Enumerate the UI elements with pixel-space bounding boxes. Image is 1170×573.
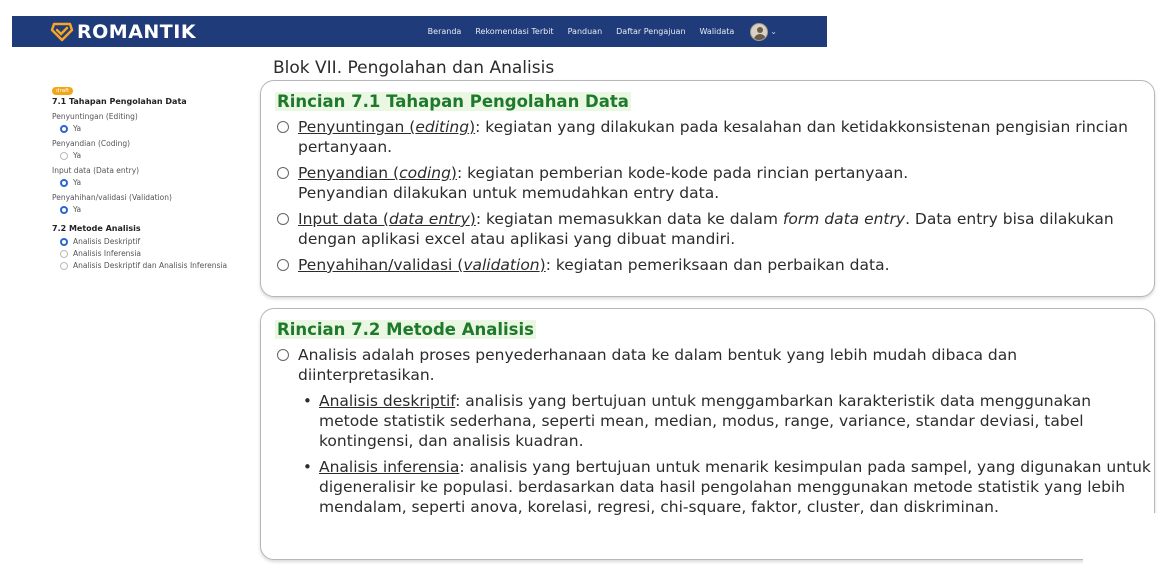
radio-analisis-deskriptif[interactable] bbox=[60, 237, 262, 246]
radio-analisis-keduanya[interactable] bbox=[60, 261, 262, 270]
avatar bbox=[750, 23, 768, 41]
item-text: Analisis deskriptif: analisis yang bertujuan untuk menggambarkan karakteristik data menggunakan metode statistik sederhana, seperti mean, median, modus, range, variance, standar deviasi, tabel kontingensi, dan analisis kuadran. bbox=[319, 392, 1092, 450]
top-navbar bbox=[12, 16, 827, 47]
field-label-data-entry: Input data (Data entry) bbox=[52, 166, 140, 175]
circle-bullet-icon bbox=[277, 259, 289, 271]
list-item bbox=[277, 117, 1154, 157]
item-text: Penyandian (coding): kegiatan pemberian kode-kode pada rincian pertanyaan. Penyandian dilakukan untuk memudahkan entry data. bbox=[298, 164, 909, 202]
radio-selected-icon bbox=[60, 238, 68, 246]
bullet-icon: • bbox=[303, 458, 312, 476]
list-item bbox=[277, 345, 1154, 385]
nav-link-walidata[interactable]: Walidata bbox=[699, 27, 735, 36]
field-label-coding: Penyandian (Coding) bbox=[52, 139, 131, 148]
chevron-down-icon: ⌄ bbox=[770, 27, 777, 36]
radio-label: Analisis Inferensia bbox=[73, 249, 142, 258]
radio-label: Analisis Deskriptif bbox=[73, 237, 141, 246]
card-title: Rincian 7.2 Metode Analisis bbox=[277, 320, 534, 339]
nav-link-beranda[interactable]: Beranda bbox=[427, 27, 462, 36]
nav-link-panduan[interactable]: Panduan bbox=[567, 27, 603, 36]
list-item bbox=[277, 209, 1154, 249]
nav-link-daftar-pengajuan[interactable]: Daftar Pengajuan bbox=[616, 27, 686, 36]
radio-selected-icon bbox=[60, 206, 68, 214]
user-menu[interactable] bbox=[750, 23, 777, 41]
circle-bullet-icon bbox=[277, 167, 289, 179]
radio-label: Ya bbox=[73, 205, 82, 214]
status-badge: draft bbox=[52, 87, 73, 95]
field-label-editing: Penyuntingan (Editing) bbox=[52, 112, 138, 121]
form-sidebar bbox=[52, 85, 262, 270]
radio-analisis-inferensia[interactable] bbox=[60, 249, 262, 258]
radio-validation-ya[interactable] bbox=[60, 205, 262, 214]
info-card-metode bbox=[260, 308, 1155, 560]
card-title: Rincian 7.1 Tahapan Pengolahan Data bbox=[277, 92, 629, 111]
item-text: Penyahihan/validasi (validation): kegiatan pemeriksaan dan perbaikan data. bbox=[298, 256, 890, 274]
section-title-tahapan: 7.1 Tahapan Pengolahan Data bbox=[52, 97, 187, 106]
radio-label: Analisis Deskriptif dan Analisis Inferensia bbox=[73, 261, 228, 270]
nav-link-rekomendasi-terbit[interactable]: Rekomendasi Terbit bbox=[475, 27, 554, 36]
list-item bbox=[277, 255, 1154, 275]
sub-list-item bbox=[303, 457, 1154, 517]
brand-name: ROMANTIK bbox=[77, 20, 197, 43]
radio-selected-icon bbox=[60, 179, 68, 187]
radio-editing-ya[interactable] bbox=[60, 124, 262, 133]
section-title-metode: 7.2 Metode Analisis bbox=[52, 224, 141, 233]
radio-empty-icon bbox=[60, 262, 68, 270]
radio-empty-icon bbox=[60, 152, 68, 160]
field-label-validation: Penyahihan/validasi (Validation) bbox=[52, 193, 172, 202]
brand[interactable] bbox=[50, 21, 196, 43]
item-text: Input data (data entry): kegiatan memasukkan data ke dalam form data entry. Data entry bisa dilakukan dengan aplikasi excel atau aplikasi yang dibuat mandiri. bbox=[298, 210, 1114, 248]
item-list bbox=[277, 345, 1154, 385]
radio-coding-ya[interactable] bbox=[60, 151, 262, 160]
page-title: Blok VII. Pengolahan dan Analisis bbox=[273, 58, 555, 78]
circle-bullet-icon bbox=[277, 349, 289, 361]
item-text: Analisis adalah proses penyederhanaan data ke dalam bentuk yang lebih mudah dibaca dan diinterpretasikan. bbox=[298, 346, 1018, 384]
sub-item-list bbox=[303, 391, 1154, 517]
radio-label: Ya bbox=[73, 178, 82, 187]
sub-list-item bbox=[303, 391, 1154, 451]
list-item bbox=[277, 163, 1154, 203]
radio-empty-icon bbox=[60, 250, 68, 258]
radio-data-entry-ya[interactable] bbox=[60, 178, 262, 187]
item-text: Analisis inferensia: analisis yang bertujuan untuk menarik kesimpulan pada sampel, yang digunakan untuk digeneralisir ke populasi. berdasarkan data hasil pengolahan menggunakan metode statistik yang lebih mendalam, seperti anova, korelasi, regresi, chi-square, faktor, cluster, dan diskriminan. bbox=[319, 458, 1151, 516]
radio-label: Ya bbox=[73, 124, 82, 133]
item-text: Penyuntingan (editing): kegiatan yang dilakukan pada kesalahan dan ketidakkonsistenan pengisian rincian pertanyaan. bbox=[298, 118, 1128, 156]
item-list bbox=[277, 117, 1154, 275]
romantik-logo-icon bbox=[50, 22, 74, 42]
blank-overlay bbox=[1083, 513, 1170, 573]
info-card-tahapan bbox=[260, 80, 1155, 297]
nav-links bbox=[414, 23, 777, 41]
bullet-icon: • bbox=[303, 392, 312, 410]
radio-selected-icon bbox=[60, 125, 68, 133]
circle-bullet-icon bbox=[277, 213, 289, 225]
radio-label: Ya bbox=[73, 151, 82, 160]
circle-bullet-icon bbox=[277, 121, 289, 133]
